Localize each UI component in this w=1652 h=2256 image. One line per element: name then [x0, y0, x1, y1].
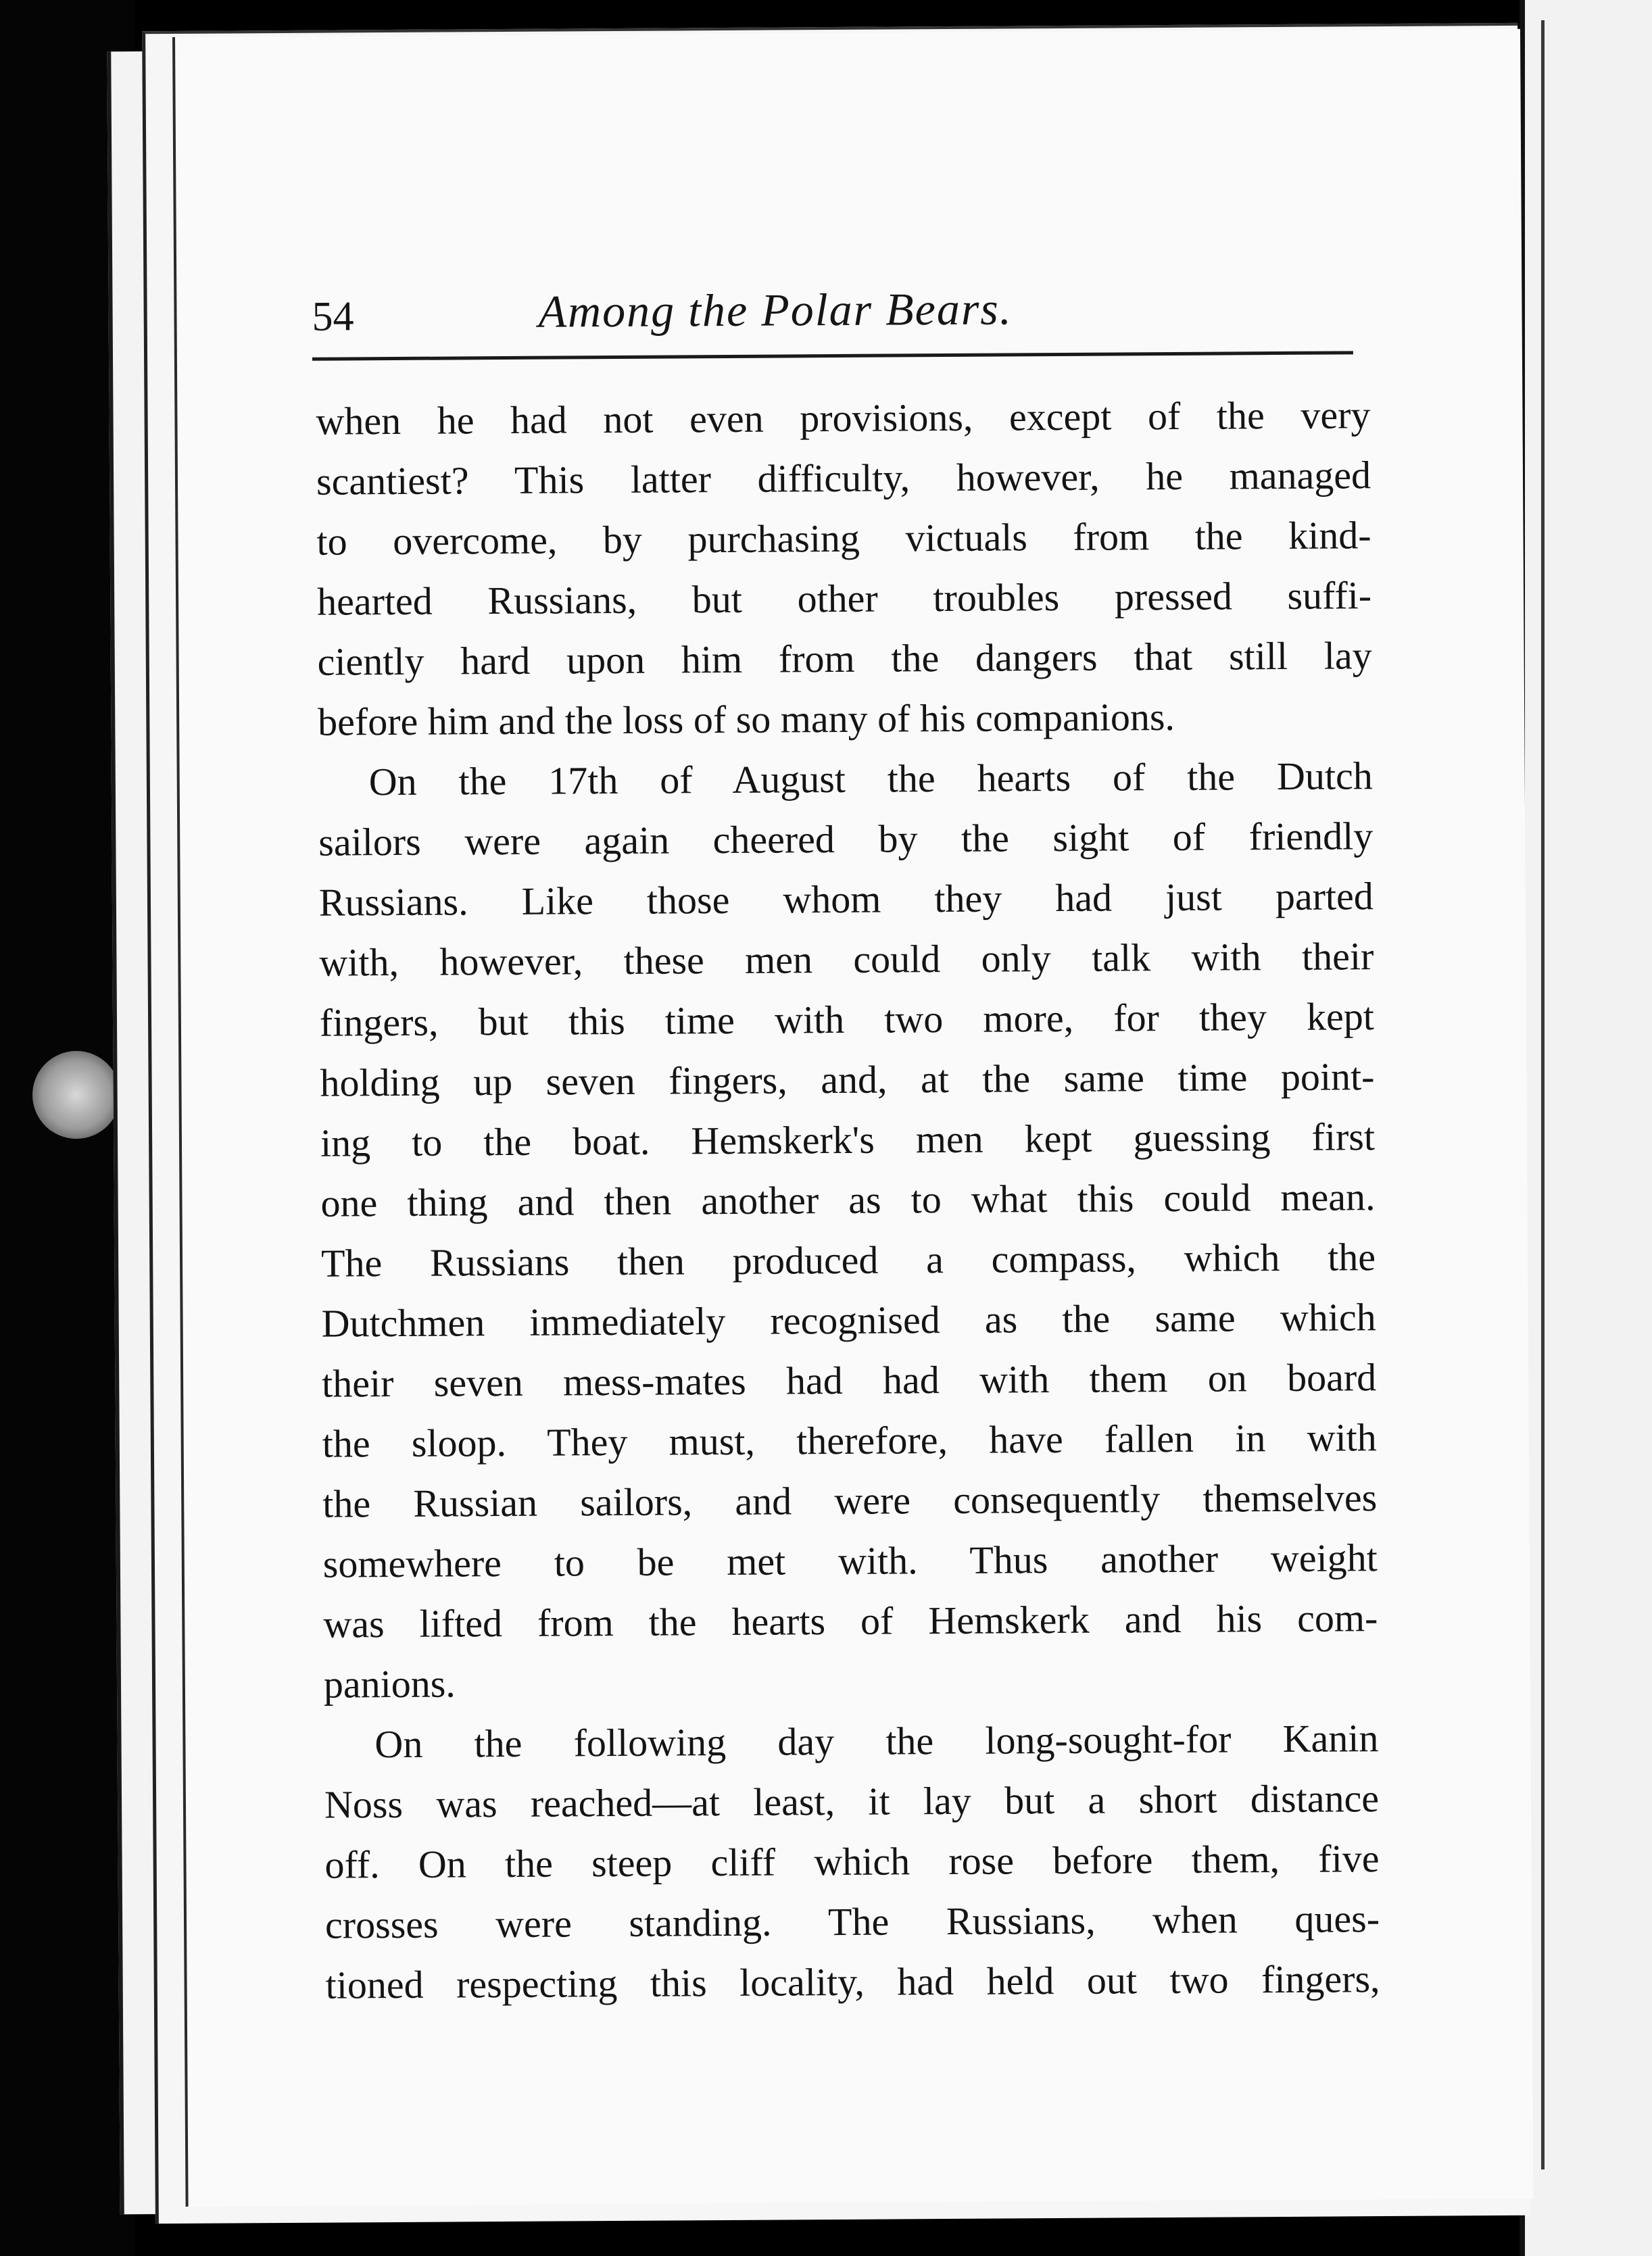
text-line: to overcome, by purchasing victuals from the kind-: [316, 513, 1371, 564]
text-line: tioned respecting this locality, had held out two fingers,: [325, 1957, 1380, 2007]
text-line: the sloop. They must, therefore, have fallen in with: [322, 1415, 1377, 1466]
text-line: one thing and then another as to what this could mean.: [320, 1175, 1376, 1225]
header-rule: [312, 351, 1353, 360]
text-line: somewhere to be met with. Thus another weight: [322, 1536, 1378, 1586]
facing-page-line: [1541, 20, 1545, 2169]
body-text: [316, 385, 1380, 2015]
book-page: [172, 29, 1534, 2207]
text-line: the Russian sailors, and were consequently themselves: [322, 1475, 1378, 1526]
running-title: Among the Polar Bears.: [538, 283, 1013, 337]
text-line: when he had not even provisions, except of the very: [316, 393, 1371, 443]
text-line: panions.: [323, 1661, 456, 1707]
text-line: before him and the loss of so many of his companions.: [317, 694, 1175, 744]
text-line: On the following day the long-sought-for Kanin: [374, 1716, 1379, 1767]
text-line: with, however, these men could only talk with their: [319, 934, 1374, 985]
text-line: sailors were again cheered by the sight of friendly: [318, 814, 1374, 864]
text-line: Dutchmen immediately recognised as the same which: [321, 1295, 1376, 1346]
page-header: [312, 260, 1367, 347]
text-line: was lifted from the hearts of Hemskerk and his com-: [323, 1596, 1378, 1646]
text-line: off. On the steep cliff which rose before them, five: [324, 1836, 1380, 1887]
text-line: ing to the boat. Hemskerk's men kept guessing first: [320, 1114, 1376, 1165]
text-line: holding up seven fingers, and, at the same time point-: [320, 1054, 1375, 1105]
text-line: Noss was reached—at least, it lay but a short distance: [324, 1776, 1380, 1827]
text-line: scantiest? This latter difficulty, however, he managed: [316, 453, 1371, 504]
paragraph-1: [316, 385, 1372, 752]
text-line: Russians. Like those whom they had just parted: [318, 874, 1374, 925]
text-line: hearted Russians, but other troubles pressed suffi-: [316, 573, 1372, 624]
text-line: their seven mess-mates had had with them on board: [321, 1355, 1377, 1406]
paper-stain: [32, 1051, 120, 1139]
paragraph-3: [324, 1708, 1380, 2015]
text-line: crosses were standing. The Russians, when ques-: [324, 1896, 1380, 1947]
paragraph-2: [318, 745, 1378, 1715]
text-line: fingers, but this time with two more, for they kept: [319, 994, 1375, 1045]
page-number: 54: [312, 293, 354, 340]
text-line: The Russians then produced a compass, which the: [320, 1235, 1376, 1285]
text-line: ciently hard upon him from the dangers that still lay: [317, 633, 1372, 684]
text-line: On the 17th of August the hearts of the Dutch: [368, 754, 1373, 804]
